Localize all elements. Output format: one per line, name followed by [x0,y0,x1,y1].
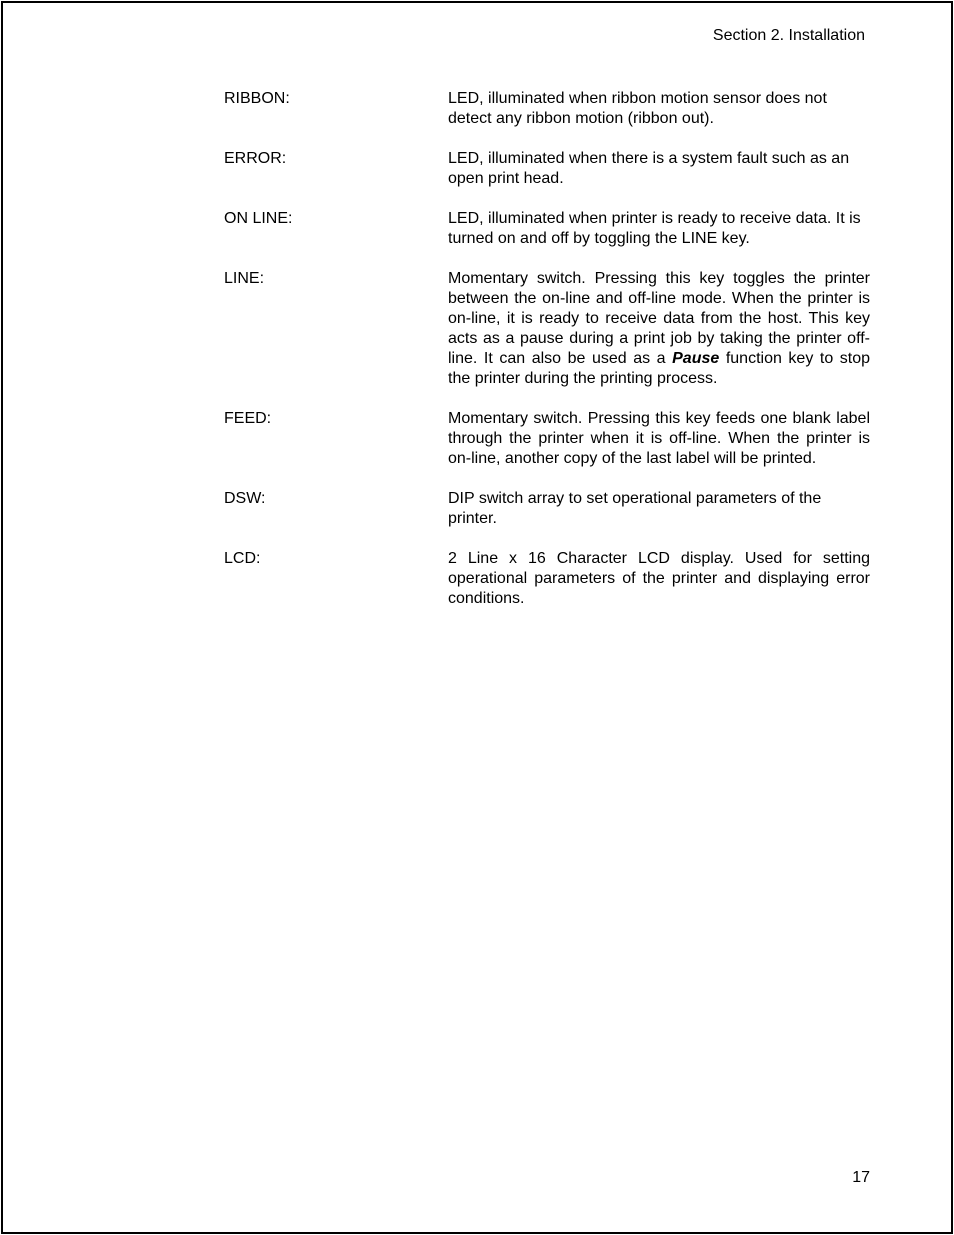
entry-term: LCD: [224,550,261,567]
entry-description: LED, illuminated when printer is ready to receive data. It is turned on and off by toggling the LINE key. [448,210,861,247]
entry-term: RIBBON: [224,90,290,107]
pause-emphasis: Pause [672,350,720,367]
entry-term: DSW: [224,490,266,507]
entry-term: ON LINE: [224,210,293,227]
entry-feed [224,409,870,469]
definition-list [224,89,870,629]
entry-line [224,269,870,389]
entry-error [224,149,870,189]
entry-description: DIP switch array to set operational parameters of the printer. [448,490,822,527]
entry-description: Momentary switch. Pressing this key feeds one blank label through the printer when it is off-line. When the printer is on-line, another copy of the last label will be printed. [448,410,870,467]
section-header: Section 2. Installation [712,27,865,44]
description-text: function key to stop the printer during the printing process. [448,350,871,387]
entry-description [448,269,870,389]
entry-description: LED, illuminated when there is a system fault such as an open print head. [448,150,850,187]
entry-ribbon [224,89,870,129]
page-number: 17 [852,1169,870,1186]
entry-lcd [224,549,870,609]
entry-on-line [224,209,870,249]
entry-term: FEED: [224,410,272,427]
entry-term: LINE: [224,270,265,287]
entry-dsw [224,489,870,529]
entry-description: LED, illuminated when ribbon motion sensor does not detect any ribbon motion (ribbon out). [448,90,827,127]
entry-term: ERROR: [224,150,287,167]
description-text: Momentary switch. Pressing this key toggles the printer between the on-line and off-line mode. When the printer is on-line, it is ready to receive data from the host. This key acts as a pause during a print job by taking the printer off-line. It can also be used as a [448,270,870,367]
entry-description: 2 Line x 16 Character LCD display. Used for setting operational parameters of the printer and displaying error conditions. [448,550,870,607]
